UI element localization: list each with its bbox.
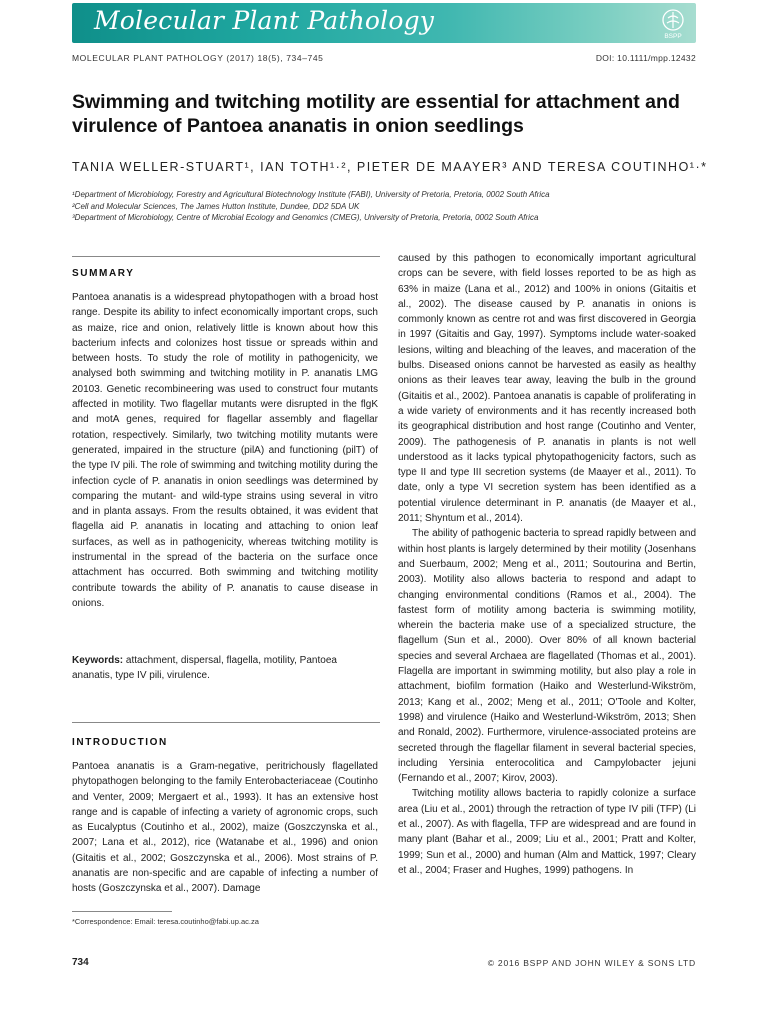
author-list: TANIA WELLER-STUART¹, IAN TOTH¹·², PIETER DE MAAYER³ AND TERESA COUTINHO¹·* (72, 160, 708, 174)
doi-link[interactable]: DOI: 10.1111/mpp.12432 (595, 53, 696, 63)
copyright-notice: © 2016 BSPP AND JOHN WILEY & SONS LTD (487, 958, 696, 968)
right-paragraph-3: Twitching motility allows bacteria to rapidly colonize a surface area (Liu et al., 2001) through the retraction of type IV pili (TFP) (Li et al., 2007). As with flagella, TFP are widespread and are found in many plant (Bahar et al., 2009; Liu et al., 2001; Pratt and Kolter, 1999; Sun et al., 2000) and human (Alm and Mattick, 1997; Cleary et al., 2004; Fraser and Hughes, 1999) pathogens. In (398, 788, 696, 876)
summary-divider (72, 256, 380, 257)
journal-reference: MOLECULAR PLANT PATHOLOGY (2017) 18(5), 734–745 (72, 53, 324, 63)
introduction-text (72, 759, 378, 897)
journal-banner (72, 3, 696, 43)
introduction-paragraph: Pantoea ananatis is a Gram-negative, peritrichously flagellated phytopathogen belonging to the family Enterobacteriaceae (Coutinho and Venter, 2009; Mergaert et al., 1993). It has an extensive host range and is capable of infecting a variety of agronomic crops, such as Eucalyptus (Coutinho et al., 2002), maize (Goszczynska et al., 2007; Lana et al., 2012), rice (Watanabe et al., 1996) and onion (Gitaitis et al., 2002; Goszczynska et al., 2006). Most strains of P. ananatis are non-specific and are capable of infecting a number of hosts (Goszczynska et al., 2007). Damage (72, 761, 378, 895)
introduction-heading: INTRODUCTION (72, 737, 168, 748)
affiliation-3: ³Department of Microbiology, Centre of Microbial Ecology and Genomics (CMEG), University of Pretoria, Pretoria, 0002 South Africa (72, 213, 539, 222)
introduction-divider (72, 722, 380, 723)
summary-heading: SUMMARY (72, 268, 135, 279)
affiliation-1: ¹Department of Microbiology, Forestry and Agricultural Biotechnology Institute (FABI), University of Pretoria, Pretoria, 0002 South Africa (72, 190, 550, 199)
page-number: 734 (72, 957, 89, 968)
footnote-divider (72, 911, 172, 912)
right-column-text (398, 251, 696, 878)
bspp-logo-text: BSPP (664, 33, 682, 40)
summary-text (72, 290, 378, 611)
keywords (72, 653, 378, 684)
right-paragraph-2: The ability of pathogenic bacteria to spread rapidly between and within host plants is largely determined by their motility (Josenhans and Suerbaum, 2002; Meng et al., 2011; Soutourina and Bertin, 2003). Motility also allows bacteria to respond and adapt to changing environmental conditions (Ramos et al., 2004). The fastest form of motility among bacteria is swimming motility, wherein the bacteria make use of a specialized structure, the flagellum (Sun et al., 2000). Over 80% of all known bacterial species and several Archaea are flagellated (Thomas et al., 2001). Flagella are important in swimming motility, but also play a role in attachment, biofilm formation (Haiko and Westerlund-Wikström, 2013; Kang et al., 2002; Meng et al., 2011; O'Toole and Kolter, 1998) and virulence (Haiko and Westerlund-Wikström, 2013; Shen and Ronald, 2002). Furthermore, virulence-associated proteins are secreted through the flagellar filament in several bacterial species, including Yersinia enterocolitica and Campylobacter jejuni (Fernando et al., 2007; Kirov, 2003). (398, 528, 696, 785)
affiliations (72, 189, 550, 224)
right-paragraph-1: caused by this pathogen to economically important agricultural crops can be severe, with field losses reported to be as high as 63% in maize (Lana et al., 2012) and 100% in onions (Gitaitis et al., 2002). The disease caused by P. ananatis in onions is commonly known as centre rot and was first discovered in Georgia in 1997 (Gitaitis and Gay, 1997). Symptoms include water-soaked lesions, wilting and bleaching of the leaves, and maceration of the bulbs. Diseased onions cannot be harvested as easily as healthy onions as their leaves tear away, leaving the bulb in the ground (Gitaitis et al., 2002). Pantoea ananatis is capable of proliferating in a wide variety of environments and it has recently increased both its geographical distribution and host range (Coutinho and Venter, 2009). The pathogenesis of P. ananatis in plants is not well understood as it lacks typical phytopathogenicity factors, such as type II and type III secretion systems (de Maayer et al., 2011). To date, only a type VI secretion system has been identified as a potential virulence determinant in P. ananatis (de Maayer et al., 2011; Shyntum et al., 2014). (398, 253, 696, 525)
keywords-label: Keywords: (72, 655, 124, 666)
article-title: Swimming and twitching motility are essential for attachment and virulence of Pantoea ananatis in onion seedlings (72, 91, 680, 137)
keywords-text: attachment, dispersal, flagella, motility, Pantoea ananatis, type IV pili, virulence. (72, 655, 337, 682)
journal-banner-title: Molecular Plant Pathology (94, 6, 435, 35)
correspondence-footnote: *Correspondence: Email: teresa.coutinho@fabi.up.ac.za (72, 917, 259, 926)
bspp-logo-icon (656, 6, 690, 40)
summary-paragraph: Pantoea ananatis is a widespread phytopathogen with a broad host range. Despite its ability to infect economically important crops, such as maize, rice and onion, relatively little is known about how this bacterium infects and colonizes host tissue or spreads within and between hosts. To study the role of motility in pathogenicity, we analysed both swimming and twitching motility in P. ananatis LMG 20103. Genetic recombineering was used to construct four mutants affected in motility. Two flagellar mutants were disrupted in the flgK and motA genes, required for flagellar assembly and flagellar rotation, respectively. Similarly, two twitching motility mutants were generated, impaired in the structure (pilA) and functioning (pilT) of the type IV pili. The role of swimming and twitching motility during the infection cycle of P. ananatis in onion seedlings was determined by comparing the mutant- and wild-type strains using several in vitro and in planta assays. From the results obtained, it was evident that flagella aid P. ananatis in locating and attaching to onion leaf surfaces, as well as in pathogenicity, whereas twitching motility is instrumental in the spread of the bacteria on the surface once attachment has occurred. Both swimming and twitching motility contribute towards the ability of P. ananatis to cause disease in onions. (72, 292, 378, 609)
affiliation-2: ²Cell and Molecular Sciences, The James Hutton Institute, Dundee, DD2 5DA UK (72, 201, 360, 211)
